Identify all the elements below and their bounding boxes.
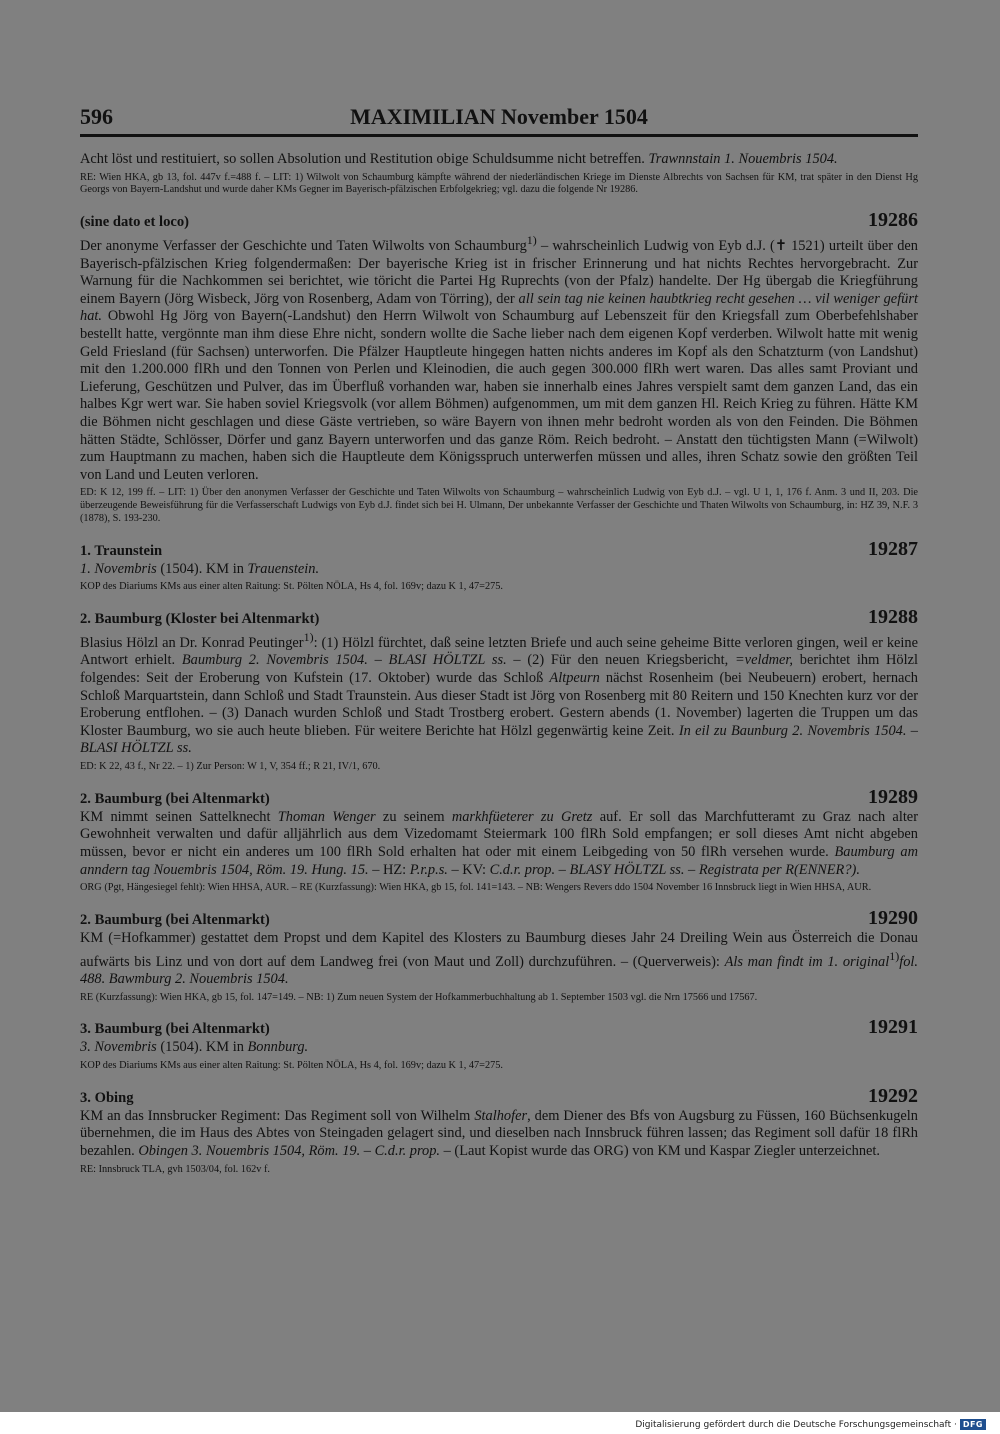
entry-header xyxy=(80,786,918,809)
entry-place: 1. Traunstein xyxy=(80,542,163,559)
text-segment: Blasius Hölzl an Dr. Konrad Peutinger xyxy=(80,634,304,651)
entry xyxy=(80,209,918,526)
entry-place: (sine dato et loco) xyxy=(80,214,190,231)
italic-text: Stalhofer xyxy=(474,1107,528,1124)
footnote-ref: 1) xyxy=(526,233,537,248)
italic-text: Altpeurn xyxy=(549,670,600,687)
footnote-ref: 1) xyxy=(889,948,900,963)
entry-header xyxy=(80,907,918,930)
intro-paragraph xyxy=(80,151,918,169)
page-title: MAXIMILIAN November 1504 xyxy=(350,104,648,129)
italic-text: Trauenstein. xyxy=(247,560,320,577)
page-number: 596 xyxy=(80,104,113,129)
text-segment: RE: Innsbruck TLA, gvh 1503/04, fol. 162v f. xyxy=(80,1163,270,1175)
italic-text: In eil zu Baunburg 2. Novembris 1504. – BLASI HÖLTZL ss. xyxy=(80,722,918,757)
text-segment: , dem Diener des Bfs von Augsburg zu Füssen, 160 Büchsenkugeln übernehmen, die im Haus des Abtes von Steingaden gelagert sind, und dieselben nach Innsbruck führen lassen; das Regiment soll dafür 18 flRh bezahlen. xyxy=(80,1107,918,1159)
text-segment: – KV: xyxy=(447,861,490,878)
entry-place: 2. Baumburg (bei Altenmarkt) xyxy=(80,912,270,928)
entry xyxy=(80,538,918,594)
text-segment: ED: K 12, 199 ff. – LIT: 1) Über den anonymen Verfasser der Geschichte und Taten Wilwolts von Schaumburg – wahrscheinlich Ludwig von Eyb d.J. – vgl. U 1, 1, 176 f. Anm. 3 und II, 203. Die überzeugende Beweisführung für die Verfasserschaft Ludwigs von Eyb d.J. findet sich bei H. Ulmann, Der unbekannte Verfasser der Geschichte und Thaten Wilwolts von Schaumburg, in: HZ 39, N.F. 3 (1878), S. 193-230. xyxy=(80,487,918,524)
italic-text: Trawnnstain 1. Nouembris 1504. xyxy=(648,151,838,167)
italic-text: Baumburg 2. Novembris 1504. – BLASI HÖLTZL ss. xyxy=(181,652,507,669)
intro-section xyxy=(80,151,918,197)
entry-note xyxy=(80,992,918,1005)
entry-number: 19292 xyxy=(868,1084,918,1107)
entry xyxy=(80,606,918,774)
entry xyxy=(80,786,918,895)
entry-place: 2. Baumburg (bei Altenmarkt) xyxy=(80,790,270,807)
italic-text: Als man findt im 1. original xyxy=(724,953,890,970)
entry-number: 19291 xyxy=(868,1016,918,1039)
entry-note xyxy=(80,487,918,525)
text-segment: KOP des Diariums KMs aus einer alten Raitung: St. Pölten NÖLA, Hs 4, fol. 169v; dazu K 1, 47=275. xyxy=(80,1059,503,1071)
footnote-ref: 1) xyxy=(303,630,314,645)
entry-text xyxy=(80,629,918,758)
text-segment: berichtet ihm Hölzl folgendes: Seit der Eroberung von Kufstein (17. Oktober) wurde das Schloß xyxy=(80,652,918,687)
entry-place: 3. Baumburg (bei Altenmarkt) xyxy=(80,1021,270,1038)
text-segment: KM (=Hofkammer) gestattet dem Propst und dem Kapitel des Klosters zu Baumburg dieses Jahr 24 Dreiling Wein aus Österreich die Donau aufwärts bis Linz und von dort auf dem Landweg frei (von Maut und Zoll) durchzuführen. – (Querverweis): xyxy=(80,930,918,970)
entry-number: 19288 xyxy=(868,606,918,629)
entry-note xyxy=(80,1060,918,1073)
entry-header xyxy=(80,209,918,232)
entry xyxy=(80,907,918,1004)
text-segment: – wahrscheinlich Ludwig von Eyb d.J. (✝ 1521) urteilt über den Bayerisch-pfälzischen Krieg folgendermaßen: Der bayerische Krieg ist in frischer Erinnerung und hat nichts Rechtes hervorgebracht. Zur Warnung für die Nachkommen sei berichtet, wie töricht die Partei Hg Ruprechts (von der Pfalz) handelte. Der Hg übergab die Kriegführung einem Bayern (Jörg Wisbeck, Jörg von Rosenberg, Adam von Törring), der xyxy=(80,237,918,307)
page-content xyxy=(80,104,918,1176)
text-segment: KM nimmt seinen Sattelknecht xyxy=(80,808,278,825)
text-segment: – (2) Für den neuen Kriegsbericht, xyxy=(506,652,735,669)
italic-text: all sein tag nie keinen haubtkrieg recht gesehen … vil weniger gefürt hat. xyxy=(80,290,918,325)
entry-note xyxy=(80,761,918,774)
italic-text: Thoman Wenger xyxy=(277,808,376,825)
entry-note xyxy=(80,581,918,594)
entry-header xyxy=(80,1085,918,1108)
text-segment: Acht löst und restituiert, so sollen Absolution und Restitution obige Schuldsumme nicht betreffen. xyxy=(80,151,649,167)
italic-text: P.r.p.s. xyxy=(409,861,448,878)
entry-text xyxy=(80,809,918,879)
footer xyxy=(635,1419,986,1430)
italic-text: Baumburg am anndern tag Nouembris 1504, Röm. 19. Hung. 15. xyxy=(80,844,918,878)
text-segment: ORG (Pgt, Hängesiegel fehlt): Wien HHSA, AUR. – RE (Kurzfassung): Wien HKA, gb 15, fol. 141=143. – NB: Wengers Revers ddo 1504 November 16 Innsbruck liegt in Wien HHSA, AUR. xyxy=(80,882,872,894)
dfg-logo-icon: DFG xyxy=(960,1419,986,1430)
text-segment: Der anonyme Verfasser der Geschichte und Taten Wilwolts von Schaumburg xyxy=(80,237,527,254)
entry-number: 19286 xyxy=(868,209,918,232)
entry-note xyxy=(80,882,918,895)
italic-text: 1. Novembris xyxy=(80,560,157,577)
text-segment: zu seinem xyxy=(375,808,452,825)
entry-number: 19289 xyxy=(868,785,918,808)
page-header xyxy=(80,104,918,137)
entry-header xyxy=(80,538,918,561)
entry-text xyxy=(80,561,918,579)
entry-text xyxy=(80,1108,918,1161)
italic-text: markhfüeterer zu Gretz xyxy=(451,808,593,825)
text-segment: KM an das Innsbrucker Regiment: Das Regiment soll von Wilhelm xyxy=(80,1107,475,1124)
entry-note xyxy=(80,1164,918,1177)
italic-text: C.d.r. prop. – BLASY HÖLTZL ss. – Registrata per R(ENNER?). xyxy=(489,861,860,878)
entry-header xyxy=(80,1016,918,1039)
italic-text: fol. 488. Bawmburg 2. Nouembris 1504. xyxy=(80,953,918,987)
italic-text: 3. Novembris xyxy=(80,1039,157,1056)
italic-text: Obingen 3. Nouembris 1504, Röm. 19. – C.d.r. prop. xyxy=(138,1142,441,1159)
entry-text xyxy=(80,930,918,989)
entry-place: 2. Baumburg (Kloster bei Altenmarkt) xyxy=(80,611,320,628)
entry-number: 19287 xyxy=(868,537,918,560)
entry xyxy=(80,1085,918,1177)
intro-note xyxy=(80,172,918,198)
text-segment: (1504). KM in xyxy=(156,560,248,577)
text-segment: ED: K 22, 43 f., Nr 22. – 1) Zur Person: W 1, V, 354 ff.; R 21, IV/1, 670. xyxy=(80,761,381,773)
text-segment: – HZ: xyxy=(368,861,410,878)
italic-text: =veldmer, xyxy=(734,652,794,669)
footer-text: Digitalisierung gefördert durch die Deutsche Forschungsgemeinschaft · xyxy=(635,1419,957,1430)
text-segment: KOP des Diariums KMs aus einer alten Raitung: St. Pölten NÖLA, Hs 4, fol. 169v; dazu K 1, 47=275. xyxy=(80,581,503,593)
text-segment: auf. Er soll das Marchfutteramt zu Graz nach alter Gewohnheit verwalten und dafür alljährlich aus dem Vizedomamt Steiermark 100 flRh Sold empfangen; er soll dieses Amt nicht abgeben müssen, bevor er nicht ein anderes um 100 flRh Sold erhalten hat oder mit einem Leibgeding von 50 flRh versehen wurde. xyxy=(80,808,918,861)
entry-text xyxy=(80,232,918,484)
text-segment: : (1) Hölzl fürchtet, daß seine letzten Briefe und auch seine geheime Bitte verloren gingen, weil er keine Antwort erhielt. xyxy=(80,634,919,669)
entry-text xyxy=(80,1039,918,1057)
text-segment: RE (Kurzfassung): Wien HKA, gb 15, fol. 147=149. – NB: 1) Zum neuen System der Hofkammerbuchhaltung ab 1. September 1503 vgl. die Nrn 17566 und 17567. xyxy=(80,991,758,1003)
entry-header xyxy=(80,606,918,629)
text-segment: Obwohl Hg Jörg von Bayern(-Landshut) den Herrn Wilwolt von Schaumburg auf Lebenszeit für den Kriegsfall zum Oberbefehlshaber bestellt hatte, vergönnte man ihm diese Ehre nicht, sondern wollte die Sache lieber nach dem eigenen Kopf verderben. Wilwolt hatte mit wenig Geld Friesland (für Sachsen) unterworfen. Die Pfälzer Hauptleute hingegen hatten nichts anderes im Kopf als den Schatzturm (von Landshut) mit den 1.200.000 flRh und den Tonnen von Perlen und Kleinodien, die auch gegen 300.000 flRh wert waren. Das alles samt Proviant und Lieferung, Geschützen und Pulver, das im Überfluß vorhanden war, haben sie innerhalb eines Jahres verspielt samt dem ganzen Land, das ein halbes Kgr wert war. Sie haben soviel Kriegsvolk (vor allem Böhmen) aufgenommen, um mit dem ganzen Hl. Reich Krieg zu führen. Hätte KM die Böhmen nicht geschlagen und diese Gäste vertrieben, so wäre Bayern von ihnen mehr bedroht worden als von den Feinden. Die Böhmen hätten Städte, Schlösser, Dörfer und ganz Bayern unterworfen und das ganze Röm. Reich bedroht. – Anstatt den tüchtigsten Mann (=Wilwolt) zum Hauptmann zu machen, haben sich die Hauptleute dem Königsspruch unterwerfen müssen und alles, ihren Schatz sowie den größten Teil von Land und Leuten verloren. xyxy=(80,308,918,483)
entry-place: 3. Obing xyxy=(80,1089,134,1106)
entries-list xyxy=(80,209,918,1176)
entry xyxy=(80,1016,918,1072)
italic-text: Bonnburg. xyxy=(247,1039,309,1056)
text-segment: RE: Wien HKA, gb 13, fol. 447v f.=488 f. – LIT: 1) Wilwolt von Schaumburg kämpfte während der niederländischen Kriege im Dienste Albrechts von Sachsen für KM, trat später in den Dienst Hg Georgs von Bayern-Landshut und wurde daher KMs Gegner im Bayerisch-pfälzischen Erbfolgekrieg; vgl. dazu die folgende Nr 19286. xyxy=(80,171,918,196)
text-segment: nächst Rosenheim (bei Neubeuern) erobert, hernach Schloß Marquartstein, dann Schloß und Stadt Traunstein. Aus dieser Stadt ist Jörg von Rosenberg mit 80 Reitern und 150 Knechten kurz vor der Eroberung entflohen. – (3) Danach wurden Schloß und Stadt Trostberg erobert. Gestern abends (1. November) lagerten die Truppen um das Kloster Baumburg, wo sie auch heute blieben. Für weitere Berichte hat Hölzl gegenwärtig keine Zeit. xyxy=(80,670,918,739)
entry-number: 19290 xyxy=(868,907,918,929)
text-segment: (1504). KM in xyxy=(156,1039,248,1056)
text-segment: – (Laut Kopist wurde das ORG) von KM und Kaspar Ziegler unterzeichnet. xyxy=(440,1142,881,1159)
